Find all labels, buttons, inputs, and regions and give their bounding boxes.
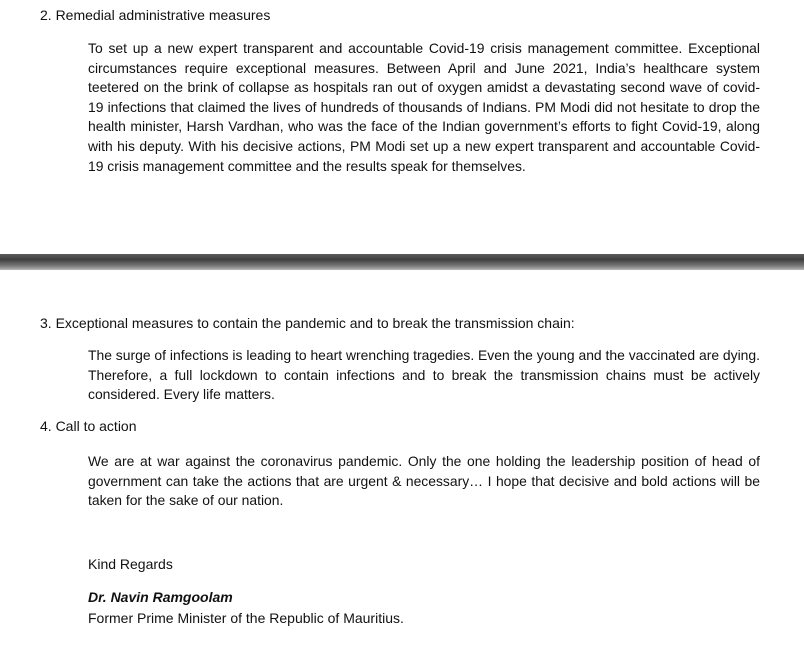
section-4-heading: 4. Call to action bbox=[40, 418, 137, 434]
document-page-lower bbox=[0, 270, 804, 648]
document-page-upper bbox=[0, 0, 804, 254]
closing-salutation: Kind Regards bbox=[88, 556, 173, 572]
section-3-paragraph: The surge of infections is leading to heart wrenching tragedies. Even the young and the vaccinated are dying. Therefore, a full lockdown to contain infections and to break the transmission chains must be actively considered. Every life matters. bbox=[88, 347, 760, 403]
section-4-paragraph: We are at war against the coronavirus pandemic. Only the one holding the leadership position of head of government can take the actions that are urgent & necessary… I hope that decisive and bold actions will be taken for the sake of our nation. bbox=[88, 453, 760, 509]
section-3-heading: 3. Exceptional measures to contain the pandemic and to break the transmission chain: bbox=[40, 315, 575, 331]
signer-title: Former Prime Minister of the Republic of Mauritius. bbox=[88, 610, 404, 626]
signer-name: Dr. Navin Ramgoolam bbox=[88, 589, 233, 605]
section-2-heading: 2. Remedial administrative measures bbox=[40, 7, 271, 23]
section-2-paragraph: To set up a new expert transparent and accountable Covid-19 crisis management committee. Exceptional circumstances require exceptional measures. Between April and June 2021, India’s healthcare system teetered on the brink of collapse as hospitals ran out of oxygen amidst a devastating second wave of covid-19 infections that claimed the lives of hundreds of thousands of Indians. PM Modi did not hesitate to drop the health minister, Harsh Vardhan, who was the face of the Indian government’s efforts to fight Covid-19, along with his deputy. With his decisive actions, PM Modi set up a new expert transparent and accountable Covid-19 crisis management committee and the results speak for themselves. bbox=[88, 40, 760, 174]
page-separator bbox=[0, 254, 804, 270]
